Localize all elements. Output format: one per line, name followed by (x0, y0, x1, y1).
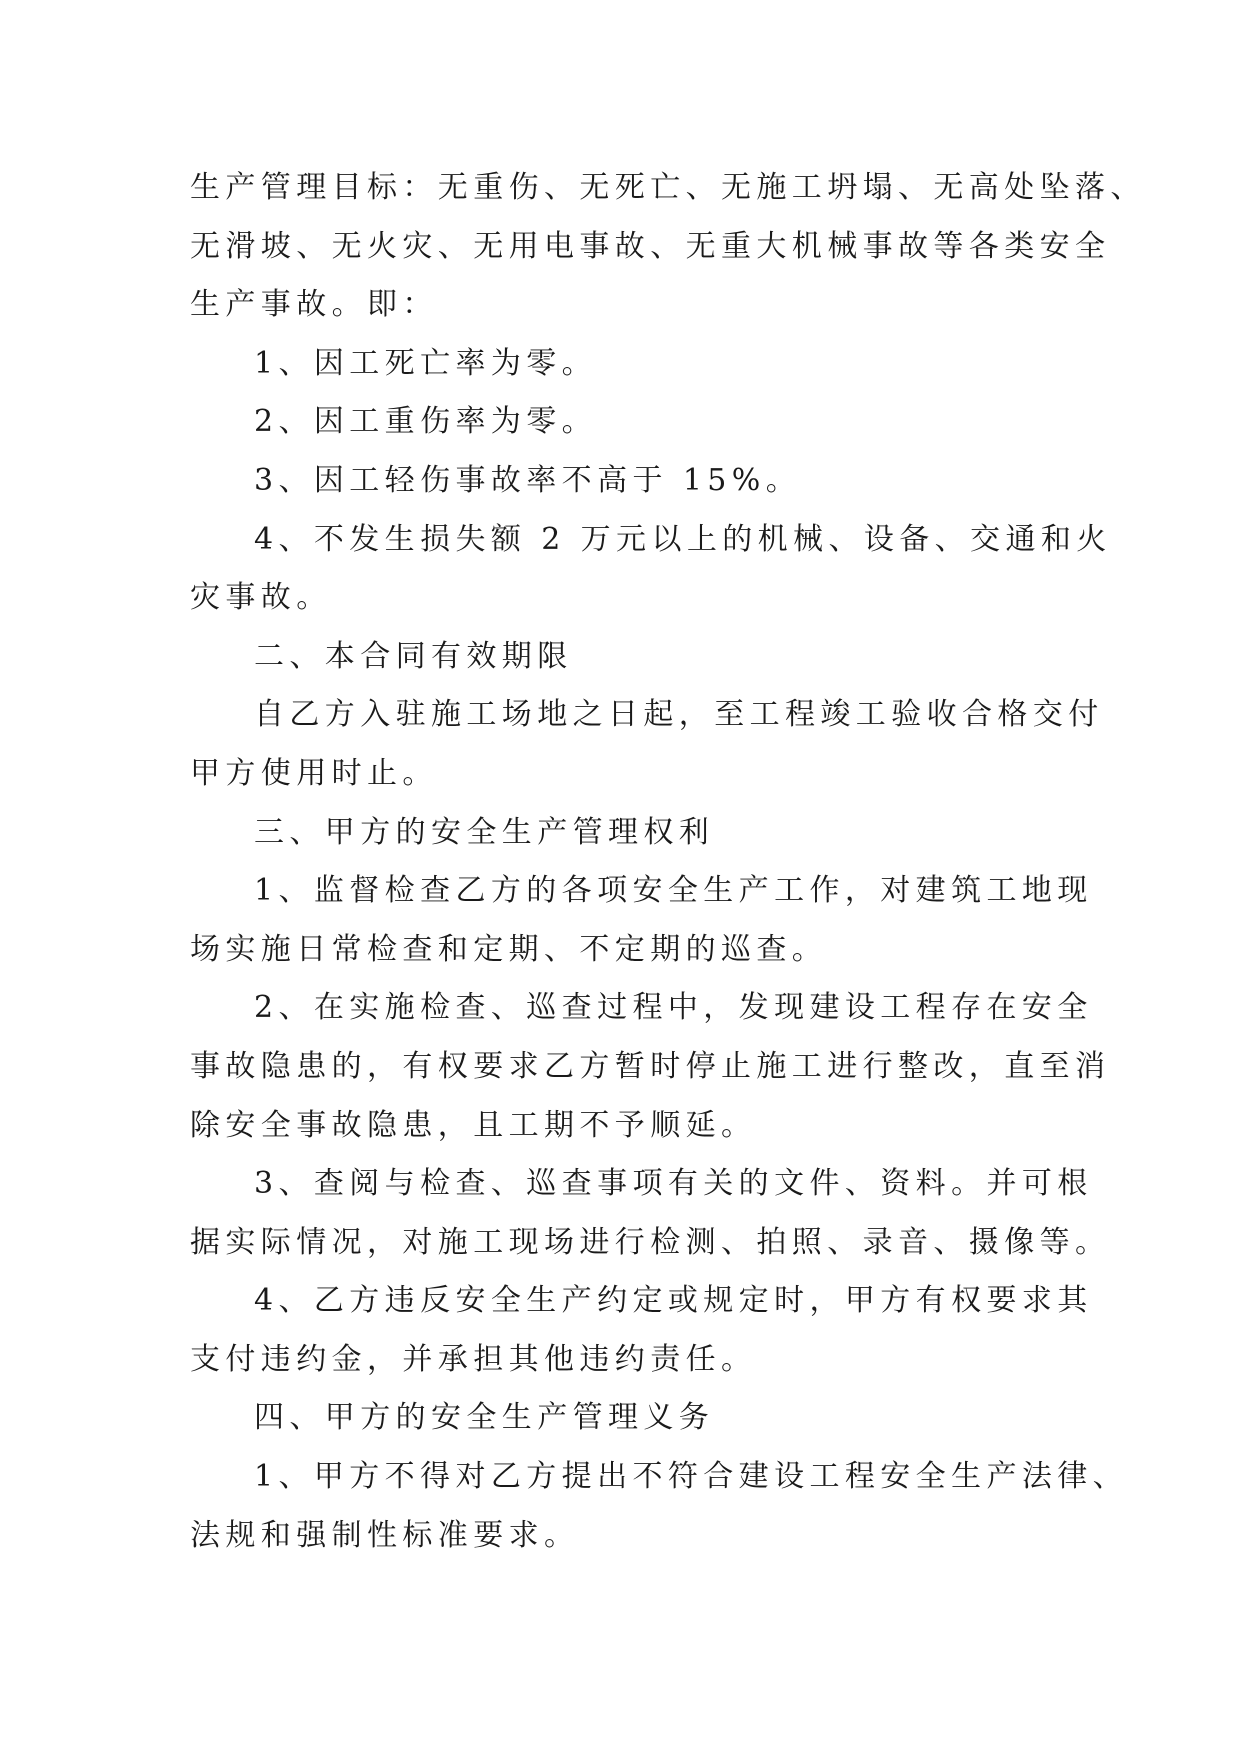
text-line-16: 事故隐患的，有权要求乙方暂时停止施工进行整改，直至消 (190, 1048, 1111, 1084)
text-line-3: 生产事故。即： (190, 287, 438, 323)
section-heading-3: 三、甲方的安全生产管理权利 (254, 814, 715, 850)
text-line-11: 甲方使用时止。 (190, 755, 438, 791)
document-body (190, 159, 1146, 1565)
text-line-8: 灾事故。 (190, 580, 332, 616)
section-heading-4: 四、甲方的安全生产管理义务 (254, 1400, 715, 1436)
text-line-15: 2、在实施检查、巡查过程中，发现建设工程存在安全 (254, 990, 1093, 1026)
text-line-7: 4、不发生损失额 2 万元以上的机械、设备、交通和火 (254, 521, 1112, 557)
text-line-4: 1、因工死亡率为零。 (254, 345, 598, 381)
text-line-13: 1、监督检查乙方的各项安全生产工作，对建筑工地现 (254, 873, 1093, 909)
text-line-14: 场实施日常检查和定期、不定期的巡查。 (190, 931, 828, 967)
text-line-5: 2、因工重伤率为零。 (254, 404, 598, 440)
text-line-10: 自乙方入驻施工场地之日起，至工程竣工验收合格交付 (254, 697, 1104, 733)
text-line-2: 无滑坡、无火灾、无用电事故、无重大机械事故等各类安全 (190, 228, 1111, 264)
text-line-19: 据实际情况，对施工现场进行检测、拍照、录音、摄像等。 (190, 1224, 1111, 1260)
text-line-20: 4、乙方违反安全生产约定或规定时，甲方有权要求其 (254, 1283, 1093, 1319)
text-line-18: 3、查阅与检查、巡查事项有关的文件、资料。并可根 (254, 1166, 1093, 1202)
section-heading-2: 二、本合同有效期限 (254, 638, 573, 674)
text-line-23: 1、甲方不得对乙方提出不符合建设工程安全生产法律、 (254, 1459, 1129, 1495)
text-line-1: 生产管理目标：无重伤、无死亡、无施工坍塌、无高处坠落、 (190, 170, 1146, 205)
text-line-21: 支付违约金，并承担其他违约责任。 (190, 1341, 757, 1377)
text-line-24: 法规和强制性标准要求。 (190, 1517, 580, 1553)
text-line-17: 除安全事故隐患，且工期不予顺延。 (190, 1107, 757, 1143)
text-line-6: 3、因工轻伤事故率不高于 15%。 (254, 462, 802, 498)
